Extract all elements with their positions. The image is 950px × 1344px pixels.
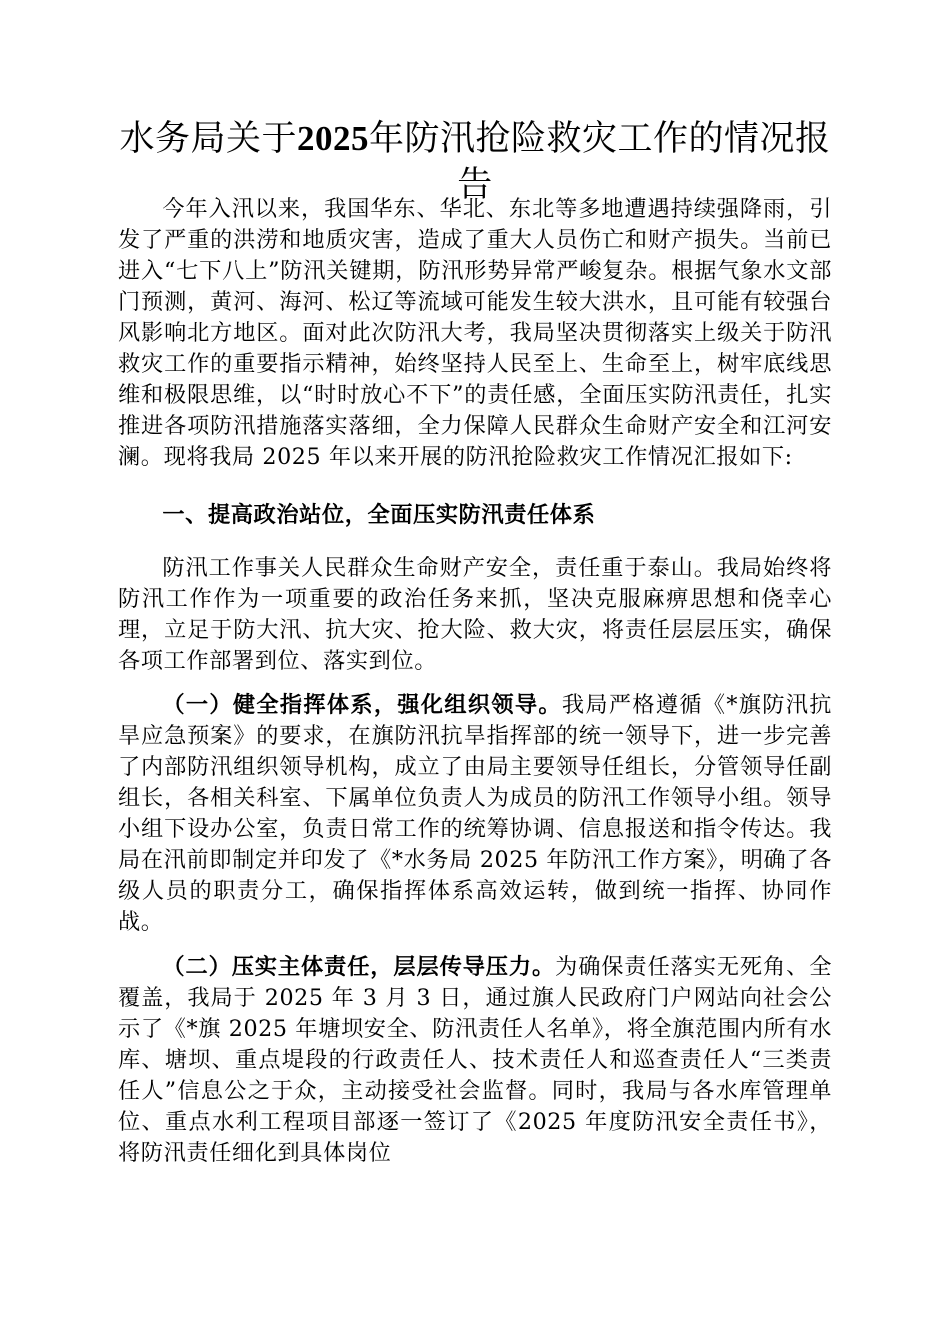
title-suffix: 年防汛抢险救灾工作的情况报告: [369, 119, 831, 205]
section-1-paragraph: 防汛工作事关人民群众生命财产安全，责任重于泰山。我局始终将防汛工作作为一项重要的政治任务来抓，坚决克服麻痹思想和侥幸心理，立足于防大汛、抗大灾、抢大险、救大灾，将责任层层压实，确保各项工作部署到位、落实到位。: [118, 555, 832, 674]
subsection-2-paragraph: [118, 952, 832, 1169]
spacer: [118, 531, 832, 553]
subsection-1-lead: （一）健全指挥体系，强化组织领导。: [162, 692, 562, 718]
title-year: 2025: [297, 119, 369, 158]
spacer: [118, 473, 832, 500]
document-body: [118, 194, 832, 1169]
spacer: [118, 677, 832, 690]
subsection-1-paragraph: [118, 690, 832, 938]
subsection-2-text: 为确保责任落实无死角、全覆盖，我局于 2025 年 3 月 3 日，通过旗人民政府门户网站向社会公示了《*旗 2025 年塘坝安全、防汛责任人名单》，将全旗范围内所有水库、塘坝、重点堤段的行政责任人、技术责任人和巡查责任人“三类责任人”信息公之于众，主动接受社会监督。同时，我局与各水库管理单位、重点水利工程项目部逐一签订了《2025 年度防汛安全责任书》，将防汛责任细化到具体岗位: [118, 954, 833, 1166]
spacer: [118, 938, 832, 952]
section-1-heading: 一、提高政治站位，全面压实防汛责任体系: [162, 502, 596, 528]
subsection-2-lead: （二）压实主体责任，层层传导压力。: [162, 954, 556, 980]
intro-paragraph: 今年入汛以来，我国华东、华北、东北等多地遭遇持续强降雨，引发了严重的洪涝和地质灾害，造成了重大人员伤亡和财产损失。当前已进入“七下八上”防汛关键期，防汛形势异常严峻复杂。根据气象水文部门预测，黄河、海河、松辽等流域可能发生较大洪水，且可能有较强台风影响北方地区。面对此次防汛大考，我局坚决贯彻落实上级关于防汛救灾工作的重要指示精神，始终坚持人民至上、生命至上，树牢底线思维和极限思维，以“时时放心不下”的责任感，全面压实防汛责任，扎实推进各项防汛措施落实落细，全力保障人民群众生命财产安全和江河安澜。现将我局 2025 年以来开展的防汛抢险救灾工作情况汇报如下:: [118, 196, 832, 470]
title-prefix: 水务局关于: [119, 119, 297, 159]
subsection-1-text: 我局严格遵循《*旗防汛抗旱应急预案》的要求，在旗防汛抗旱指挥部的统一领导下，进一步完善了内部防汛组织领导机构，成立了由局主要领导任组长，分管领导任副组长，各相关科室、下属单位负责人为成员的防汛工作领导小组。领导小组下设办公室，负责日常工作的统筹协调、信息报送和指令传达。我局在汛前即制定并印发了《*水务局 2025 年防汛工作方案》，明确了各级人员的职责分工，确保指挥体系高效运转，做到统一指挥、协同作战。: [118, 692, 833, 935]
